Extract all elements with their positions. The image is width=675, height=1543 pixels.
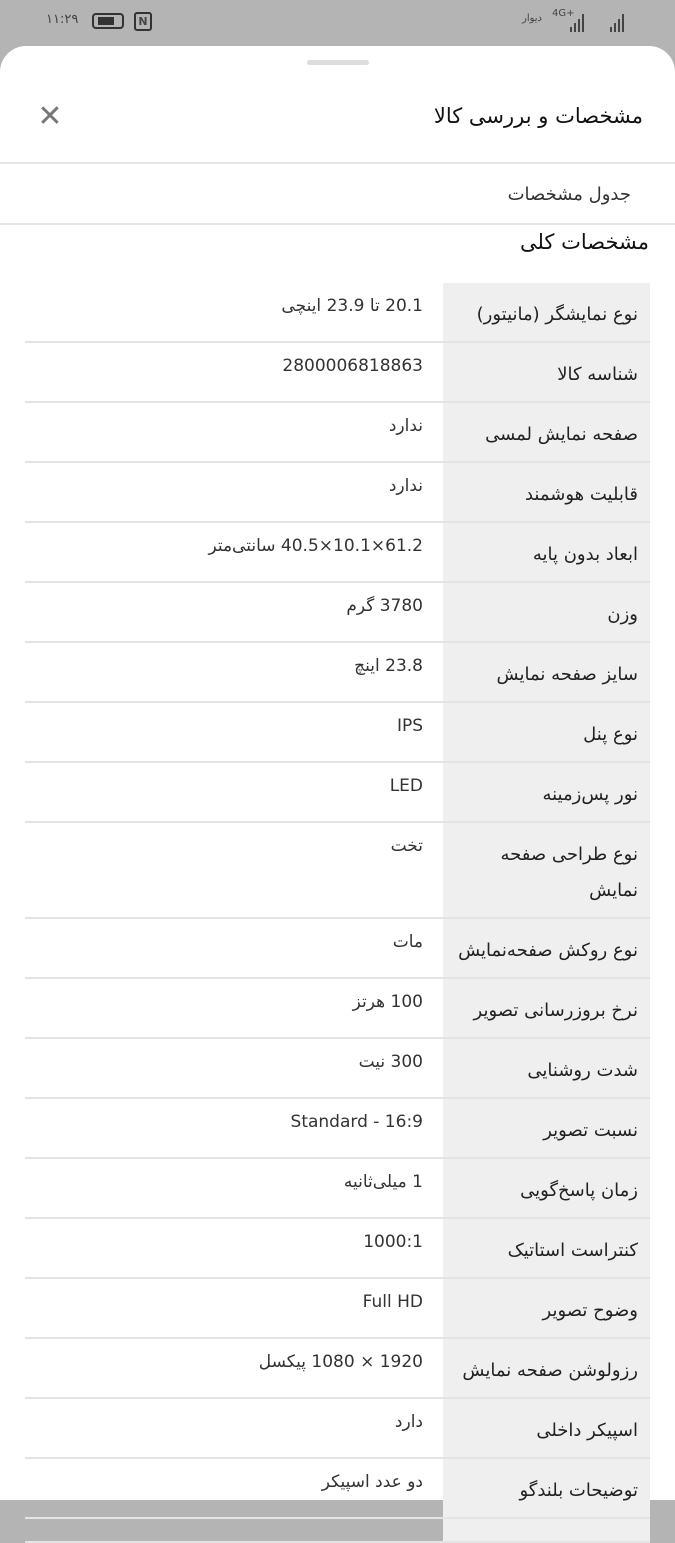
spec-label xyxy=(443,1518,650,1542)
close-icon[interactable]: ✕ xyxy=(37,99,63,134)
spec-label: شدت روشنایی xyxy=(443,1038,650,1098)
spec-row xyxy=(25,702,650,762)
spec-value: 100 هرتز xyxy=(25,978,443,1038)
spec-row xyxy=(25,582,650,642)
spec-value: 3780 گرم xyxy=(25,582,443,642)
spec-row xyxy=(25,402,650,462)
network-type: 4G+ xyxy=(552,8,575,19)
divider xyxy=(0,162,675,164)
spec-row xyxy=(25,1278,650,1338)
spec-label: شناسه کالا xyxy=(443,342,650,402)
spec-label: زمان پاسخ‌گویی xyxy=(443,1158,650,1218)
spec-label: صفحه نمایش لمسی xyxy=(443,402,650,462)
spec-row xyxy=(25,1038,650,1098)
spec-row xyxy=(25,1458,650,1518)
spec-label: نور پس‌زمینه xyxy=(443,762,650,822)
spec-label: نوع طراحی صفحه نمایش xyxy=(443,822,650,918)
spec-label: نرخ بروزرسانی تصویر xyxy=(443,978,650,1038)
spec-row xyxy=(25,978,650,1038)
spec-row xyxy=(25,1098,650,1158)
signal-icon xyxy=(570,12,584,32)
status-bar xyxy=(0,0,675,46)
signal-icon-2 xyxy=(610,12,624,32)
spec-value: LED xyxy=(25,762,443,822)
spec-value: 2800006818863 xyxy=(25,342,443,402)
spec-value: مات xyxy=(25,918,443,978)
spec-label: اسپیکر داخلی xyxy=(443,1398,650,1458)
carrier-label: دیوار xyxy=(522,13,543,24)
spec-label: سایز صفحه نمایش xyxy=(443,642,650,702)
spec-value: 1 میلی‌ثانیه xyxy=(25,1158,443,1218)
spec-value: 1000:1 xyxy=(25,1218,443,1278)
spec-label: کنتراست استاتیک xyxy=(443,1218,650,1278)
spec-label: ابعاد بدون پایه xyxy=(443,522,650,582)
spec-row xyxy=(25,462,650,522)
tab-specs-table[interactable]: جدول مشخصات xyxy=(507,184,631,205)
sheet-title: مشخصات و بررسی کالا xyxy=(433,104,643,128)
spec-label: قابلیت هوشمند xyxy=(443,462,650,522)
section-title: مشخصات کلی xyxy=(519,230,649,254)
spec-row xyxy=(25,1338,650,1398)
spec-row xyxy=(25,762,650,822)
spec-value: Full HD xyxy=(25,1278,443,1338)
spec-row xyxy=(25,522,650,582)
spec-row xyxy=(25,1218,650,1278)
spec-value: 1920 × 1080 پیکسل xyxy=(25,1338,443,1398)
spec-row xyxy=(25,822,650,918)
nfc-icon: N xyxy=(134,12,152,31)
spec-label: نوع نمایشگر (مانیتور) xyxy=(443,283,650,342)
spec-label: وزن xyxy=(443,582,650,642)
spec-label: توضیحات بلندگو xyxy=(443,1458,650,1518)
battery-icon xyxy=(92,13,124,29)
spec-value: دارد xyxy=(25,1398,443,1458)
spec-row xyxy=(25,642,650,702)
spec-row xyxy=(25,918,650,978)
specs-table xyxy=(25,283,650,1543)
spec-value: تخت xyxy=(25,822,443,918)
spec-value xyxy=(25,1518,443,1542)
clock: ۱۱:۲۹ xyxy=(46,12,79,27)
spec-label: نسبت تصویر xyxy=(443,1098,650,1158)
spec-row xyxy=(25,342,650,402)
spec-label: نوع پنل xyxy=(443,702,650,762)
spec-label: رزولوشن صفحه نمایش xyxy=(443,1338,650,1398)
spec-row xyxy=(25,1518,650,1542)
drag-handle[interactable] xyxy=(307,60,369,65)
spec-value: دو عدد اسپیکر xyxy=(25,1458,443,1518)
spec-value: Standard - 16:9 xyxy=(25,1098,443,1158)
spec-label: وضوح تصویر xyxy=(443,1278,650,1338)
bottom-sheet xyxy=(0,46,675,1500)
spec-label: نوع روکش صفحه‌نمایش xyxy=(443,918,650,978)
spec-value: ندارد xyxy=(25,462,443,522)
spec-value: ندارد xyxy=(25,402,443,462)
spec-row xyxy=(25,1398,650,1458)
spec-value: 20.1 تا 23.9 اینچی xyxy=(25,283,443,342)
spec-row xyxy=(25,283,650,342)
spec-row xyxy=(25,1158,650,1218)
spec-value: 61.2×10.1×40.5 سانتی‌متر xyxy=(25,522,443,582)
spec-value: IPS xyxy=(25,702,443,762)
spec-value: 23.8 اینچ xyxy=(25,642,443,702)
divider xyxy=(0,223,675,225)
spec-value: 300 نیت xyxy=(25,1038,443,1098)
